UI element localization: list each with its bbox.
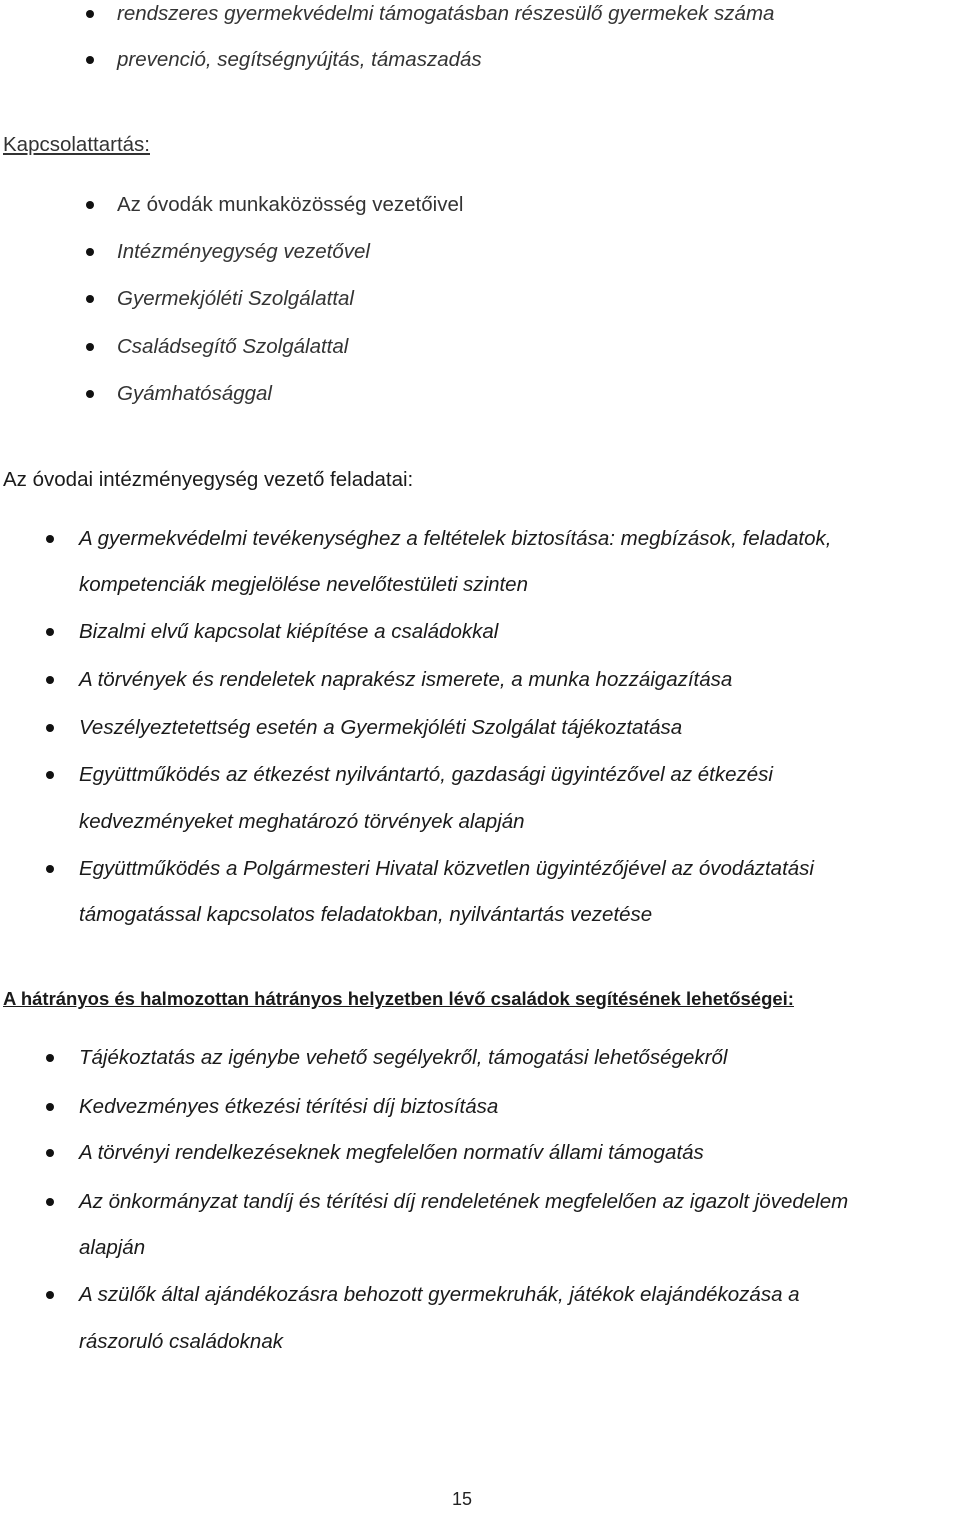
list-item-text: Intézményegység vezetővel [117, 240, 370, 263]
list-item-text: Családsegítő Szolgálattal [117, 335, 349, 358]
list-item-text: Az óvodák munkaközösség vezetőivel [117, 193, 464, 216]
list-item-text: A gyermekvédelmi tevékenységhez a feltételek biztosítása: megbízások, feladatok, [79, 527, 832, 550]
list-item-text: A szülők által ajándékozásra behozott gyermekruhák, játékok elajándékozása a [79, 1283, 800, 1306]
contacts-heading: Kapcsolattartás: [3, 133, 150, 156]
list-item-text-continued: kedvezményeket meghatározó törvények alapján [79, 810, 525, 833]
bullet-icon [46, 724, 54, 732]
list-item-text: Kedvezményes étkezési térítési díj biztosítása [79, 1095, 499, 1118]
bullet-icon [86, 56, 94, 64]
list-item-text: Együttműködés az étkezést nyilvántartó, gazdasági ügyintézővel az étkezési [79, 763, 773, 786]
list-item-text: Az önkormányzat tandíj és térítési díj rendeletének megfelelően az igazolt jövedelem [79, 1190, 849, 1213]
list-item-text: Gyermekjóléti Szolgálattal [117, 287, 354, 310]
list-item-text: rendszeres gyermekvédelmi támogatásban részesülő gyermekek száma [117, 2, 775, 25]
bullet-icon [46, 676, 54, 684]
page-number: 15 [451, 1489, 473, 1509]
list-item-text: prevenció, segítségnyújtás, támaszadás [117, 48, 482, 71]
list-item-text-continued: alapján [79, 1236, 146, 1259]
bullet-icon [46, 628, 54, 636]
bullet-icon [46, 771, 54, 779]
list-item-text: Bizalmi elvű kapcsolat kiépítése a családokkal [79, 620, 499, 643]
bullet-icon [86, 390, 94, 398]
support-heading: A hátrányos és halmozottan hátrányos helyzetben lévő családok segítésének lehetőségei: [3, 988, 794, 1009]
list-item-text-continued: rászoruló családoknak [79, 1330, 283, 1353]
list-item-text: Tájékoztatás az igénybe vehető segélyekről, támogatási lehetőségekről [79, 1046, 728, 1069]
bullet-icon [86, 343, 94, 351]
list-item-text: A törvényi rendelkezéseknek megfelelően normatív állami támogatás [79, 1141, 704, 1164]
bullet-icon [86, 10, 94, 18]
leader-tasks-heading: Az óvodai intézményegység vezető feladatai: [3, 468, 414, 491]
list-item-text: Együttműködés a Polgármesteri Hivatal közvetlen ügyintézőjével az óvodáztatási [79, 857, 814, 880]
bullet-icon [46, 1198, 54, 1206]
list-item-text-continued: támogatással kapcsolatos feladatokban, nyilvántartás vezetése [79, 903, 653, 926]
bullet-icon [86, 201, 94, 209]
list-item-text: Gyámhatósággal [117, 382, 272, 405]
bullet-icon [46, 1054, 54, 1062]
list-item-text-continued: kompetenciák megjelölése nevelőtestületi szinten [79, 573, 528, 596]
bullet-icon [46, 1291, 54, 1299]
bullet-icon [86, 248, 94, 256]
bullet-icon [46, 1103, 54, 1111]
bullet-icon [46, 865, 54, 873]
bullet-icon [46, 1149, 54, 1157]
list-item-text: Veszélyeztetettség esetén a Gyermekjóléti Szolgálat tájékoztatása [79, 716, 683, 739]
bullet-icon [86, 295, 94, 303]
list-item-text: A törvények és rendeletek naprakész ismerete, a munka hozzáigazítása [79, 668, 733, 691]
bullet-icon [46, 535, 54, 543]
